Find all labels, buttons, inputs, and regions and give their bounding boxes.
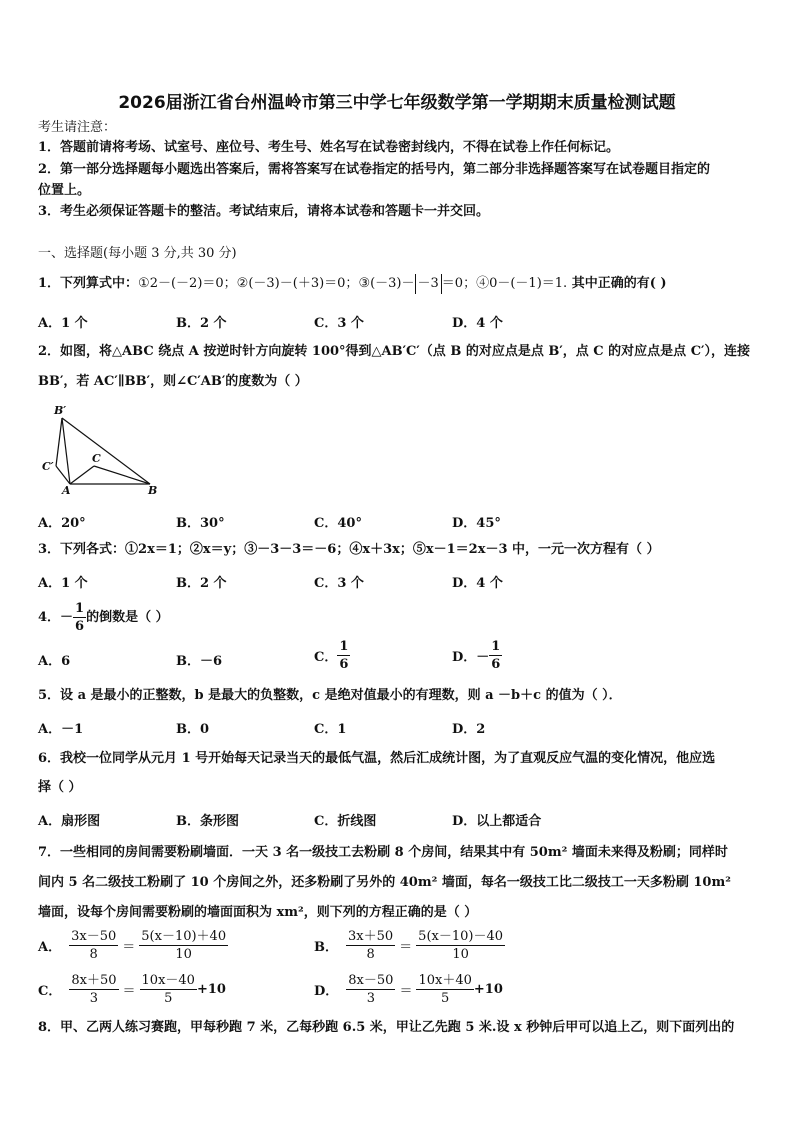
q7-option-d <box>314 972 503 1007</box>
q5-option-b: B．0 <box>176 722 210 737</box>
q4-option-c-label: C． <box>314 650 338 665</box>
numerator: 5(x－10)－40 <box>418 929 504 944</box>
numerator: 10x－40 <box>141 973 195 988</box>
notice-heading: 考生请注意： <box>38 120 117 135</box>
q1-expr-1: ①2－(－2)＝0； <box>138 276 237 291</box>
notice-item: 3．考生必须保证答题卡的整洁。考试结束后，请将本试卷和答题卡一并交回。 <box>38 204 490 219</box>
q3-option-c: C．3 个 <box>314 576 364 591</box>
q4-option-c-fraction <box>337 638 350 673</box>
segment-C-B <box>94 466 150 484</box>
denominator: 10 <box>452 947 469 962</box>
q1-option-c: C．3 个 <box>314 316 364 331</box>
denominator: 6 <box>339 657 349 672</box>
fraction <box>69 972 118 1007</box>
q1-expr-2: ②(－3)－(＋3)＝0； <box>236 276 359 291</box>
q5-option-c: C．1 <box>314 722 347 737</box>
q6-option-a: A．扇形图 <box>38 814 101 829</box>
segment-Bp-Cp <box>56 418 62 466</box>
q5-line: 5．设 a 是最小的正整数，b 是最大的负整数，c 是绝对值最小的有理数，则 a －b＋c 的值为（ ）． <box>38 688 622 703</box>
q1-prefix: 1．下列算式中： <box>38 276 139 291</box>
denominator: 8 <box>89 947 98 962</box>
equals-sign: ＝ <box>122 940 136 955</box>
equals-sign: ＝ <box>399 984 413 999</box>
label-B: B <box>148 484 158 495</box>
q4-option-d <box>452 638 502 673</box>
numerator: 3x＋50 <box>348 929 394 944</box>
q1-expr-3a: ③(－3)－ <box>358 276 415 291</box>
fraction <box>139 928 228 963</box>
q3-option-b: B．2 个 <box>176 576 227 591</box>
fraction <box>69 928 118 963</box>
numerator: 10x＋40 <box>418 973 472 988</box>
q6-option-d: D．以上都适合 <box>452 814 542 829</box>
q6-line-1: 6．我校一位同学从元月 1 号开始每天记录当天的最低气温，然后汇成统计图，为了直观反应气温的变化情况，他应选 <box>38 751 716 766</box>
q1-expr-3b: ＝0； <box>441 276 477 291</box>
triangle-rotation-figure <box>38 400 168 495</box>
numerator: 1 <box>339 639 349 654</box>
q1-option-a: A．1 个 <box>38 316 88 331</box>
equals-sign: ＝ <box>122 984 136 999</box>
label-C: C <box>92 452 101 465</box>
denominator: 5 <box>164 991 173 1006</box>
fraction <box>346 928 395 963</box>
q4-numerator: 1 <box>75 601 85 616</box>
q6-line-2: 择（ ） <box>38 780 82 795</box>
fraction <box>140 972 197 1007</box>
q4-option-c <box>314 638 350 673</box>
q7-option-d-tail: +10 <box>473 982 503 997</box>
q4-option-a: A．6 <box>38 654 71 669</box>
notice-item: 位置上。 <box>38 183 91 198</box>
numerator: 3x－50 <box>71 929 117 944</box>
q1-suffix: 其中正确的有( ) <box>567 276 667 291</box>
q8-line: 8．甲、乙两人练习赛跑，甲每秒跑 7 米，乙每秒跑 6.5 米，甲让乙先跑 5 米.设 x 秒钟后甲可以追上乙，则下面列出的 <box>38 1020 735 1035</box>
q7-option-c-label: C． <box>38 984 62 999</box>
q2-option-c: C．40° <box>314 516 362 531</box>
segment-Bp-A <box>62 418 70 484</box>
segment-A-C <box>70 466 94 484</box>
q2-option-b: B．30° <box>176 516 225 531</box>
q4-option-b: B．－6 <box>176 654 223 669</box>
section-heading: 一、选择题(每小题 3 分,共 30 分) <box>38 246 237 261</box>
label-Bp: B′ <box>54 404 67 417</box>
q3-line: 3．下列各式：①2x＝1；②x＝y；③－3－3＝－6；④x＋3x；⑤x－1＝2x－3 中，一元一次方程有（ ） <box>38 542 660 557</box>
q4-denominator: 6 <box>75 619 85 634</box>
q7-option-a-label: A． <box>38 940 62 955</box>
q1-option-d: D．4 个 <box>452 316 503 331</box>
q7-option-c <box>38 972 226 1007</box>
q7-line-3: 墙面，设每个房间需要粉刷的墙面面积为 xm²，则下列的方程正确的是（ ） <box>38 905 478 920</box>
q2-line-2: BB′，若 AC′∥BB′，则∠C′AB′的度数为（ ） <box>38 374 308 389</box>
q7-option-b <box>314 928 505 963</box>
q6-option-c: C．折线图 <box>314 814 377 829</box>
q7-line-2: 间内 5 名二级技工粉刷了 10 个房间之外，还多粉刷了另外的 40m² 墙面，每名一级技工比二级技工一天多粉刷 10m² <box>38 875 731 890</box>
fraction <box>416 972 473 1007</box>
equals-sign: ＝ <box>399 940 413 955</box>
q2-line-1: 2．如图，将△ABC 绕点 A 按逆时针方向旋转 100°得到△AB′C′（点 B 的对应点是点 B′，点 C 的对应点是点 C′），连接 <box>38 344 750 359</box>
q7-option-d-label: D． <box>314 984 339 999</box>
question-4 <box>38 600 169 635</box>
q7-option-a <box>38 928 228 963</box>
q7-option-c-tail: +10 <box>196 982 226 997</box>
denominator: 3 <box>366 991 375 1006</box>
denominator: 10 <box>175 947 192 962</box>
q4-option-d-label: D．－ <box>452 650 490 665</box>
q2-option-d: D．45° <box>452 516 501 531</box>
q7-line-1: 7．一些相同的房间需要粉刷墙面．一天 3 名一级技工去粉刷 8 个房间，结果其中有 50m² 墙面未来得及粉刷；同样时 <box>38 845 728 860</box>
denominator: 6 <box>491 657 501 672</box>
q6-option-b: B．条形图 <box>176 814 239 829</box>
page-title: 2026届浙江省台州温岭市第三中学七年级数学第一学期期末质量检测试题 <box>118 93 676 113</box>
q4-suffix: 的倒数是（ ） <box>86 609 169 625</box>
q2-option-a: A．20° <box>38 516 86 531</box>
denominator: 5 <box>441 991 450 1006</box>
q5-option-d: D．2 <box>452 722 486 737</box>
numerator: 1 <box>491 639 501 654</box>
q4-fraction <box>73 600 86 635</box>
fraction <box>346 972 395 1007</box>
label-Cp: C′ <box>42 460 54 473</box>
q1-abs-value: －3 <box>415 274 442 294</box>
notice-item: 2．第一部分选择题每小题选出答案后，需将答案写在试卷指定的括号内，第二部分非选择题答案写在试卷题目指定的 <box>38 162 711 177</box>
denominator: 8 <box>366 947 375 962</box>
q7-option-b-label: B． <box>314 940 338 955</box>
q1-expr-4: ④0－(－1)＝1. <box>476 276 568 291</box>
label-A: A <box>62 484 71 495</box>
numerator: 8x＋50 <box>71 973 117 988</box>
question-1 <box>38 274 667 294</box>
denominator: 3 <box>89 991 99 1006</box>
q3-option-a: A．1 个 <box>38 576 88 591</box>
notice-item: 1．答题前请将考场、试室号、座位号、考生号、姓名写在试卷密封线内，不得在试卷上作任何标记。 <box>38 140 620 155</box>
q3-option-d: D．4 个 <box>452 576 503 591</box>
fraction <box>416 928 505 963</box>
numerator: 8x－50 <box>348 973 394 988</box>
q5-option-a: A．－1 <box>38 722 84 737</box>
q1-option-b: B．2 个 <box>176 316 227 331</box>
q4-prefix: 4．－ <box>38 609 74 625</box>
q4-option-d-fraction <box>489 638 502 673</box>
segment-Bp-B <box>62 418 150 484</box>
numerator: 5(x－10)＋40 <box>141 929 227 944</box>
